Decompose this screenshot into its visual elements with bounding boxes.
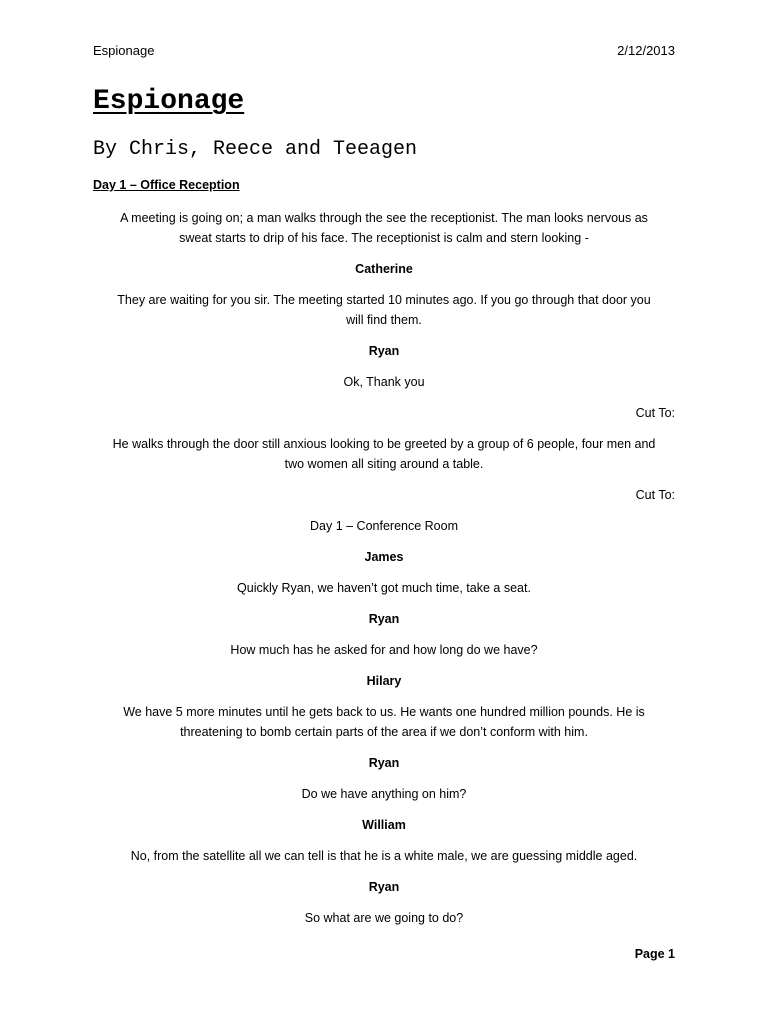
text-line: We have 5 more minutes until he gets back to us. He wants one hundred million pounds. He is [123, 705, 645, 719]
text-line: will find them. [346, 313, 422, 327]
text-line: Quickly Ryan, we haven’t got much time, take a seat. [237, 581, 531, 595]
dialogue-paragraph [93, 578, 675, 598]
text-line: How much has he asked for and how long do we have? [230, 643, 538, 657]
transition: Cut To: [635, 488, 675, 502]
dialogue-paragraph [93, 908, 675, 928]
character-name: Hilary [366, 674, 402, 688]
character-name: Ryan [368, 344, 400, 358]
dialogue-paragraph [93, 372, 675, 392]
text-line: He walks through the door still anxious looking to be greeted by a group of 6 people, four men and [112, 437, 656, 451]
text-line: A meeting is going on; a man walks through the see the receptionist. The man looks nervous as [120, 211, 648, 225]
action-paragraph [93, 434, 675, 474]
dialogue-paragraph [93, 702, 675, 742]
scene-location: Day 1 – Conference Room [310, 519, 458, 533]
character-name: Catherine [355, 262, 413, 276]
header-document-title: Espionage [93, 43, 155, 58]
dialogue-paragraph [93, 784, 675, 804]
dialogue-paragraph [93, 640, 675, 660]
text-line: They are waiting for you sir. The meeting started 10 minutes ago. If you go through that door you [117, 293, 651, 307]
character-name: Ryan [368, 612, 400, 626]
scene-heading: Day 1 – Office Reception [93, 178, 240, 192]
script-body [93, 208, 675, 939]
character-name: Ryan [368, 756, 400, 770]
character-name: Ryan [368, 880, 400, 894]
page-subtitle: By Chris, Reece and Teeagen [93, 138, 418, 161]
text-line: So what are we going to do? [304, 911, 464, 925]
text-line: two women all siting around a table. [284, 457, 484, 471]
header-date: 2/12/2013 [617, 43, 675, 58]
text-line: No, from the satellite all we can tell is that he is a white male, we are guessing middle aged. [130, 849, 638, 863]
character-name: William [362, 818, 406, 832]
transition: Cut To: [635, 406, 675, 420]
dialogue-paragraph [93, 846, 675, 866]
text-line: Ok, Thank you [343, 375, 425, 389]
dialogue-paragraph [93, 290, 675, 330]
page-number: Page 1 [634, 947, 675, 961]
page-title: Espionage [93, 86, 245, 117]
character-name: James [364, 550, 404, 564]
text-line: threatening to bomb certain parts of the area if we don’t conform with him. [180, 725, 588, 739]
text-line: sweat starts to drip of his face. The receptionist is calm and stern looking - [179, 231, 589, 245]
action-paragraph [93, 208, 675, 248]
text-line: Do we have anything on him? [301, 787, 467, 801]
